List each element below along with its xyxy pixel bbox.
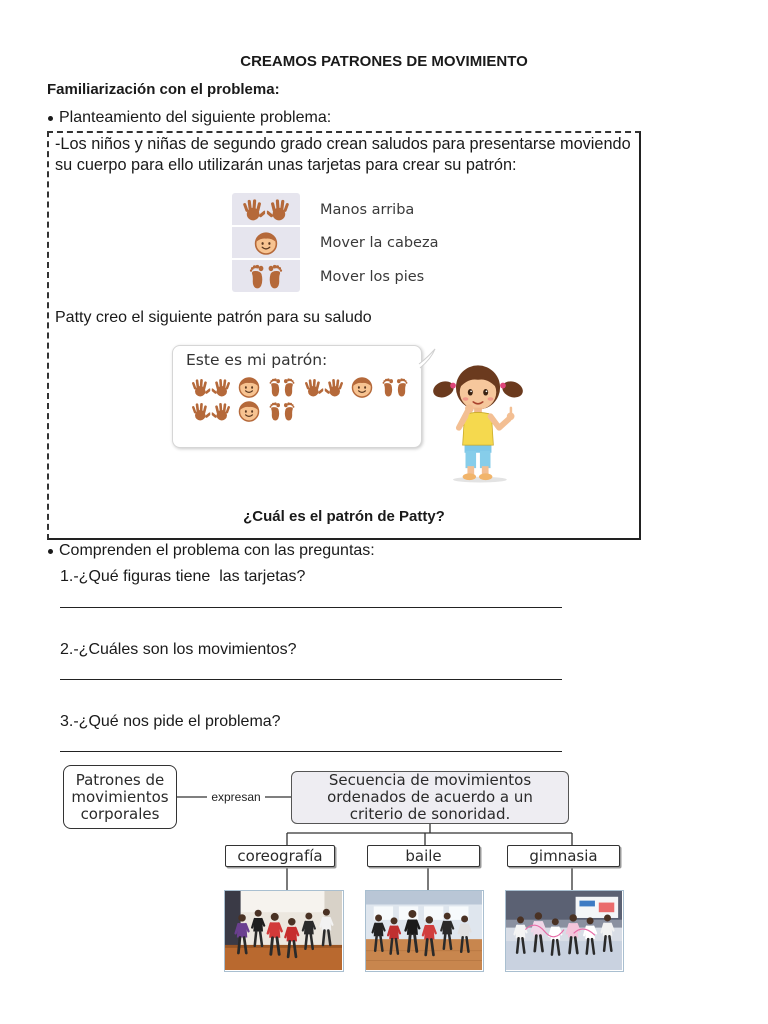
problem-line-2: su cuerpo para ello utilizarán unas tarjetas para crear su patrón: [55,156,517,174]
feet-icon [244,263,288,289]
card-label-feet: Mover los pies [320,269,425,285]
definition-line: criterio de sonoridad. [349,805,511,823]
bullet-marker [48,549,53,554]
girl-illustration [430,358,526,488]
patty-question: ¿Cuál es el patrón de Patty? [243,508,445,525]
definition-line: ordenados de acuerdo a un [327,788,533,806]
definition-line: Secuencia de movimientos [328,771,532,789]
face-icon [238,400,260,422]
pattern-card [172,345,422,448]
hands-icon [191,377,231,397]
problem-box [47,131,641,540]
card-label-hands: Manos arriba [320,202,415,218]
answer-line-2 [60,679,562,680]
face-icon [351,376,373,398]
movement-cards [232,193,300,292]
hands-icon [191,401,231,421]
connector-label: expresan [207,790,265,804]
hands-icon [239,197,293,221]
question-3: 3.-¿Qué nos pide el problema? [60,713,281,730]
card-hands [232,193,300,225]
concept-root-line: corporales [80,804,160,823]
feet-icon [267,401,297,421]
answer-line-1 [60,607,562,608]
concept-root-box [63,765,177,829]
question-1: 1.-¿Qué figuras tiene las tarjetas? [60,568,306,585]
document-title: CREAMOS PATRONES DE MOVIMIENTO [240,53,528,70]
concept-root-line: movimientos [71,787,169,806]
question-2: 2.-¿Cuáles son los movimientos? [60,641,297,658]
pattern-card-title: Este es mi patrón: [186,351,328,369]
pattern-row-1 [191,376,410,398]
problem-bullet: Planteamiento del siguiente problema: [59,109,332,126]
feet-icon [267,377,297,397]
branch-gymnastics: gimnasia [507,845,620,867]
branch-dance: baile [367,845,480,867]
bullet-marker [48,116,53,121]
gymnastics-photo [505,890,624,972]
comprehension-bullet: Comprenden el problema con las preguntas: [59,542,375,559]
problem-line-1: -Los niños y niñas de segundo grado crean saludos para presentarse moviendo [55,135,631,153]
branch-choreography: coreografía [225,845,335,867]
feet-icon [380,377,410,397]
concept-root-line: Patrones de [75,770,165,789]
card-face [232,225,300,259]
patty-text: Patty creo el siguiente patrón para su saludo [55,309,372,326]
card-label-face: Mover la cabeza [320,235,439,251]
definition-box [291,771,569,824]
dance-photo [365,890,484,972]
pattern-row-2 [191,400,297,422]
hands-icon [304,377,344,397]
face-icon [238,376,260,398]
card-feet [232,258,300,292]
face-icon [249,231,283,255]
section-heading: Familiarización con el problema: [47,81,280,98]
answer-line-3 [60,751,562,752]
choreography-photo [224,890,344,972]
